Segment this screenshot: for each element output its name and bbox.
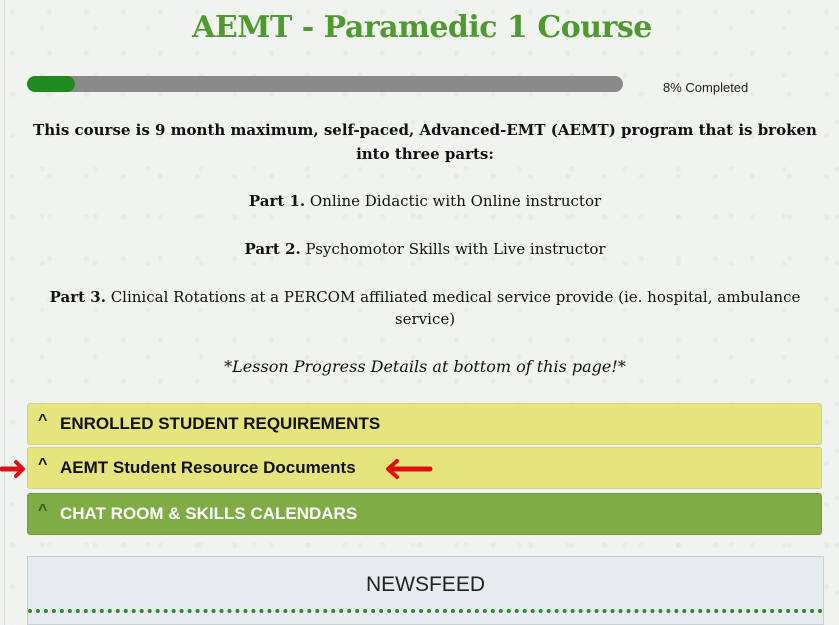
part-label: Part 1. (248, 192, 306, 210)
accordion-chat-room-skills-calendars[interactable] (27, 493, 822, 535)
part-2-line (27, 238, 823, 260)
part-3-line (27, 286, 823, 330)
newsfeed-panel (27, 556, 824, 625)
progress-label: 8% Completed (663, 80, 749, 95)
newsfeed-title: NEWSFEED (365, 573, 485, 596)
course-progress-fill (27, 76, 75, 92)
part-label: Part 3. (49, 288, 106, 306)
chevron-up-icon: ^ (38, 502, 48, 519)
part-label: Part 2. (244, 240, 301, 258)
chevron-up-icon: ^ (38, 412, 48, 429)
course-progress-bar (27, 76, 623, 92)
accordion-label: AEMT Student Resource Documents (60, 458, 356, 477)
course-page (4, 0, 839, 625)
chevron-up-icon: ^ (38, 456, 48, 473)
lesson-progress-note: *Lesson Progress Details at bottom of this page!* (224, 357, 626, 376)
accordion-label: CHAT ROOM & SKILLS CALENDARS (60, 504, 358, 523)
part-text: Online Didactic with Online instructor (305, 192, 602, 210)
accordion-enrolled-student-requirements[interactable] (27, 403, 822, 445)
part-1-line (27, 190, 823, 212)
part-text: Clinical Rotations at a PERCOM affiliated medical service provide (ie. hospital, ambulance service) (105, 288, 801, 328)
red-arrow-right-icon (382, 458, 434, 480)
course-intro: This course is 9 month maximum, self-paced, Advanced-EMT (AEMT) program that is broken into three parts: (33, 121, 817, 163)
red-arrow-left-icon (0, 459, 26, 479)
newsfeed-divider (28, 609, 823, 613)
course-title: AEMT - Paramedic 1 Course (192, 10, 652, 45)
part-text: Psychomotor Skills with Live instructor (300, 240, 606, 258)
accordion-label: ENROLLED STUDENT REQUIREMENTS (60, 414, 381, 433)
